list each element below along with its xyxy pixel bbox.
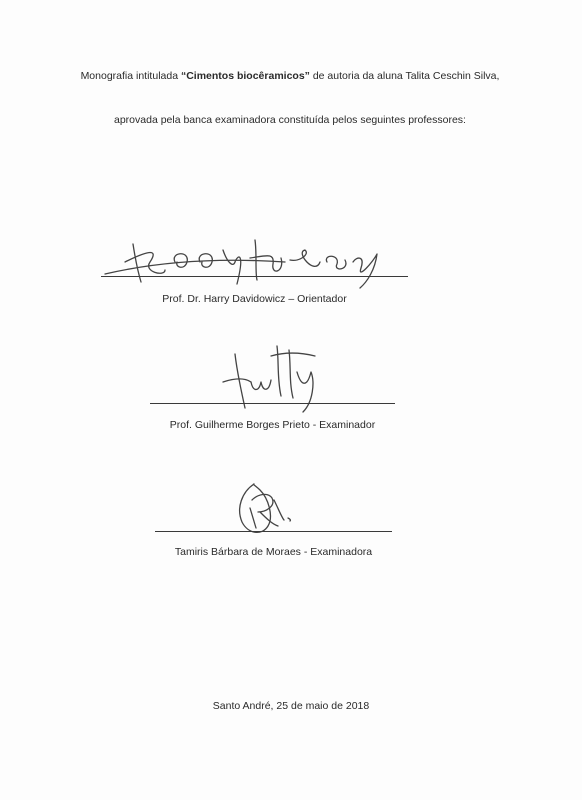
approval-statement: aprovada pela banca examinadora constituída pelos seguintes professores: xyxy=(114,114,466,126)
signatory-name-1: Prof. Dr. Harry Davidowicz – Orientador xyxy=(162,293,347,305)
intro-suffix: de autoria da aluna Talita Ceschin Silva, xyxy=(309,70,500,82)
signature-line-2 xyxy=(150,403,395,404)
signature-line-3 xyxy=(155,531,392,532)
intro-prefix: Monografia intitulada xyxy=(80,70,181,82)
signatory-name-2: Prof. Guilherme Borges Prieto - Examinador xyxy=(169,419,376,431)
signature-1 xyxy=(105,232,390,292)
signature-3 xyxy=(232,478,302,538)
signatory-name-3: Tamiris Bárbara de Moraes - Examinadora xyxy=(174,546,373,558)
signature-line-1 xyxy=(101,276,408,277)
monograph-title: “Cimentos biocêramicos” xyxy=(180,70,310,82)
intro-paragraph xyxy=(70,67,510,86)
place-date: Santo André, 25 de maio de 2018 xyxy=(212,700,370,712)
